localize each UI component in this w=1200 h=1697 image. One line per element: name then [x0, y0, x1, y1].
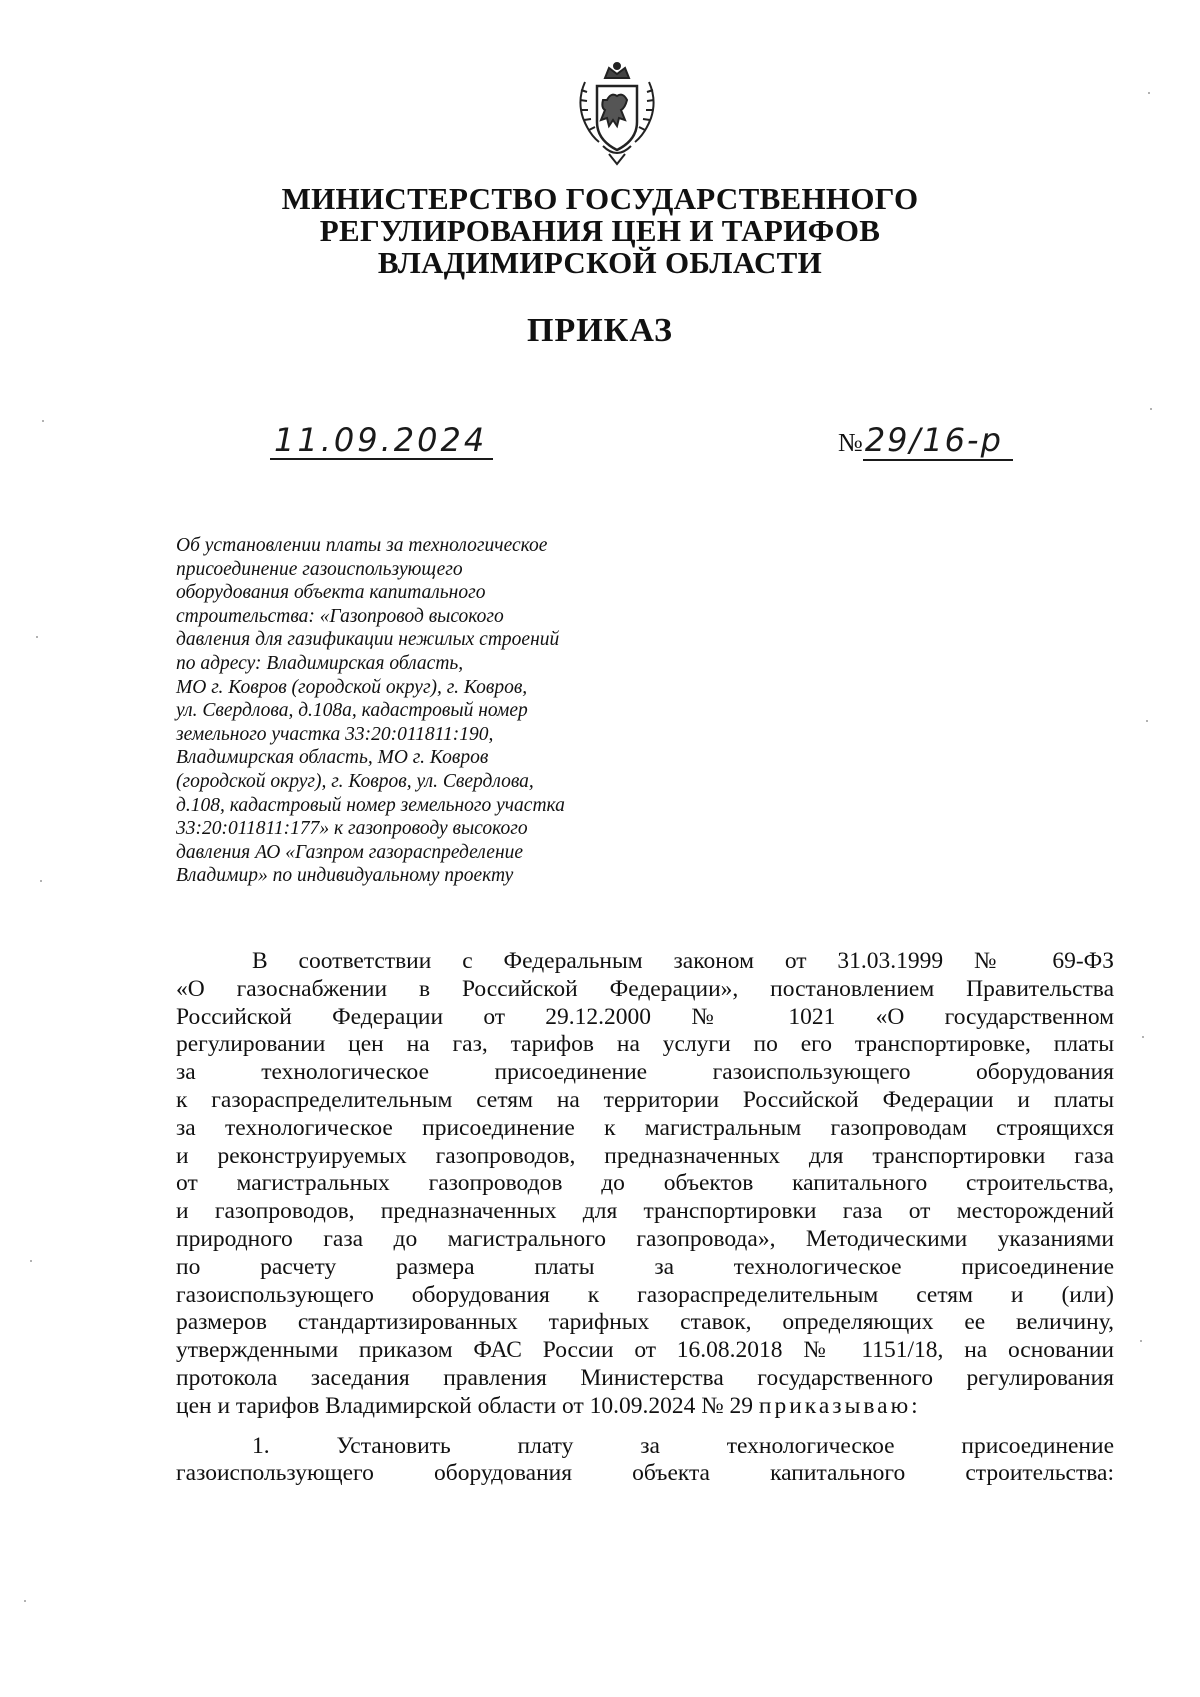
scan-speck — [1150, 408, 1152, 410]
body-line: по расчету размера платы за технологическое присоединение — [176, 1253, 1114, 1280]
subject-line: Владимирская область, МО г. Ковров — [176, 747, 489, 769]
body-line: газоиспользующего оборудования объекта капитального строительства: — [176, 1460, 1114, 1487]
number-sign: № — [838, 428, 863, 457]
body-line: Российской Федерации от 29.12.2000 № 1021 «О государственном — [176, 1003, 1114, 1030]
body-line: «О газоснабжении в Российской Федерации», постановлением Правительства — [176, 975, 1114, 1002]
body-line-text: цен и тарифов Владимирской области от 10.09.2024 № 29 — [176, 1392, 759, 1419]
order-subject — [176, 534, 656, 888]
subject-line: давления АО «Газпром газораспределение — [176, 841, 524, 863]
ministry-line-3: ВЛАДИМИРСКОЙ ОБЛАСТИ — [377, 245, 823, 280]
subject-line: присоединение газоиспользующего — [176, 558, 463, 580]
body-line: В соответствии с Федеральным законом от 31.03.1999 № 69-ФЗ — [252, 948, 1114, 974]
subject-line: по адресу: Владимирская область, — [176, 652, 464, 674]
order-date: 11.09.2024 — [270, 422, 493, 460]
body-line: за технологическое присоединение газоиспользующего оборудования — [176, 1059, 1114, 1086]
body-line: и газопроводов, предназначенных для транспортировки газа от месторождений — [176, 1198, 1114, 1225]
scan-speck — [1140, 1340, 1142, 1342]
subject-line: давления для газификации нежилых строений — [176, 629, 560, 651]
body-line: регулировании цен на газ, тарифов на услуги по его транспортировке, платы — [176, 1031, 1114, 1058]
scan-speck — [30, 1260, 32, 1262]
subject-line: МО г. Ковров (городской округ), г. Ковров, — [176, 676, 528, 698]
scan-speck — [40, 880, 42, 882]
body-line: и реконструируемых газопроводов, предназначенных для транспортировки газа — [176, 1142, 1114, 1169]
scan-speck — [36, 636, 38, 638]
body-line: к газораспределительным сетям на территории Российской Федерации и платы — [176, 1086, 1114, 1113]
body-line: утвержденными приказом ФАС России от 16.08.2018 № 1151/18, на основании — [176, 1337, 1114, 1364]
order-number-block — [838, 422, 1013, 458]
decree-word: приказываю: — [758, 1392, 921, 1419]
subject-line: ул. Свердлова, д.108а, кадастровый номер — [176, 700, 528, 722]
body-line: газоиспользующего оборудования к газораспределительным сетям и (или) — [176, 1281, 1114, 1308]
subject-line: 33:20:011811:177» к газопроводу высокого — [176, 818, 528, 840]
scan-speck — [1148, 92, 1150, 94]
body-line: природного газа до магистрального газопровода», Методическими указаниями — [176, 1225, 1114, 1252]
document-type-title: ПРИКАЗ — [527, 312, 673, 349]
order-number: 29/16-р — [863, 421, 1013, 461]
subject-line: (городской округ), г. Ковров, ул. Свердлова, — [176, 770, 534, 792]
body-line: протокола заседания правления Министерства государственного регулирования — [176, 1364, 1114, 1391]
scan-speck — [42, 420, 44, 422]
ministry-name — [200, 183, 1000, 279]
body-line: 1. Установить плату за технологическое присоединение — [252, 1432, 1114, 1459]
ministry-line-1: МИНИСТЕРСТВО ГОСУДАРСТВЕННОГО — [281, 181, 919, 216]
subject-line: земельного участка 33:20:011811:190, — [176, 723, 494, 745]
scan-speck — [1146, 720, 1148, 722]
subject-line: строительства: «Газопровод высокого — [176, 605, 504, 627]
subject-line: оборудования объекта капитального — [176, 582, 486, 604]
order-body — [176, 948, 1114, 1488]
subject-line: Владимир» по индивидуальному проекту — [176, 865, 514, 887]
coat-of-arms-icon — [575, 60, 659, 168]
body-line: от магистральных газопроводов до объектов капитального строительства, — [176, 1170, 1114, 1197]
scan-speck — [1142, 1036, 1144, 1038]
body-line: за технологическое присоединение к магистральным газопроводам строящихся — [176, 1114, 1114, 1141]
body-line: размеров стандартизированных тарифных ставок, определяющих ее величину, — [176, 1309, 1114, 1336]
scan-speck — [24, 1600, 26, 1602]
ministry-line-2: РЕГУЛИРОВАНИЯ ЦЕН И ТАРИФОВ — [319, 213, 881, 248]
subject-line: д.108, кадастровый номер земельного участка — [176, 794, 565, 816]
subject-line: Об установлении платы за технологическое — [176, 535, 548, 556]
body-line-last — [176, 1393, 1114, 1421]
